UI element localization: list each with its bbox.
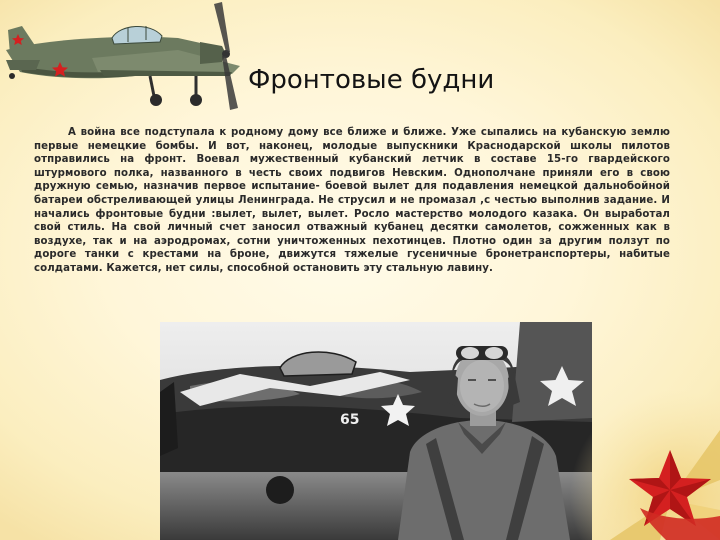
pilot-photo <box>160 322 592 540</box>
attack-aircraft-icon <box>0 0 250 115</box>
slide-title: Фронтовые будни <box>248 65 495 95</box>
red-star-corner-icon <box>570 390 720 540</box>
aircraft-number: 65 <box>340 412 360 428</box>
pilot-with-aircraft-photo-icon <box>160 322 592 540</box>
slide-body-text: А война все подступала к родному дому все ближе и ближе. Уже сыпались на кубанскую землю первые немецкие бомбы. И вот, наконец, молодые выпускники Краснодарской школы пилотов отправились на фронт. Воевал мужественный кубанский летчик в составе 15-го гвардейского штурмового полка, названного в честь своих подвигов Невским. Однополчане приняли его в свою дружную семью, назначив первое испытание- боевой вылет для подавления немецкой дальнобойной батареи обстреливающей улицы Ленинграда. Не струсил и не промазал ,с честью выполнив задание. И начались фронтовые будни :вылет, вылет, вылет. Росло мастерство молодого казака. Он выработал свой стиль. На свой личный счет заносил отважный кубанец десятки самолетов, сожженных как в воздухе, так и на аэродромах, сотни уничтоженных пехотинцев. Плотно один за другим ползут по дороге танки с крестами на броне, движутся тяжелые гусеничные бронетранспортеры, набитые солдатами. Кажется, нет силы, способной остановить эту стальную лавину. <box>34 127 670 274</box>
